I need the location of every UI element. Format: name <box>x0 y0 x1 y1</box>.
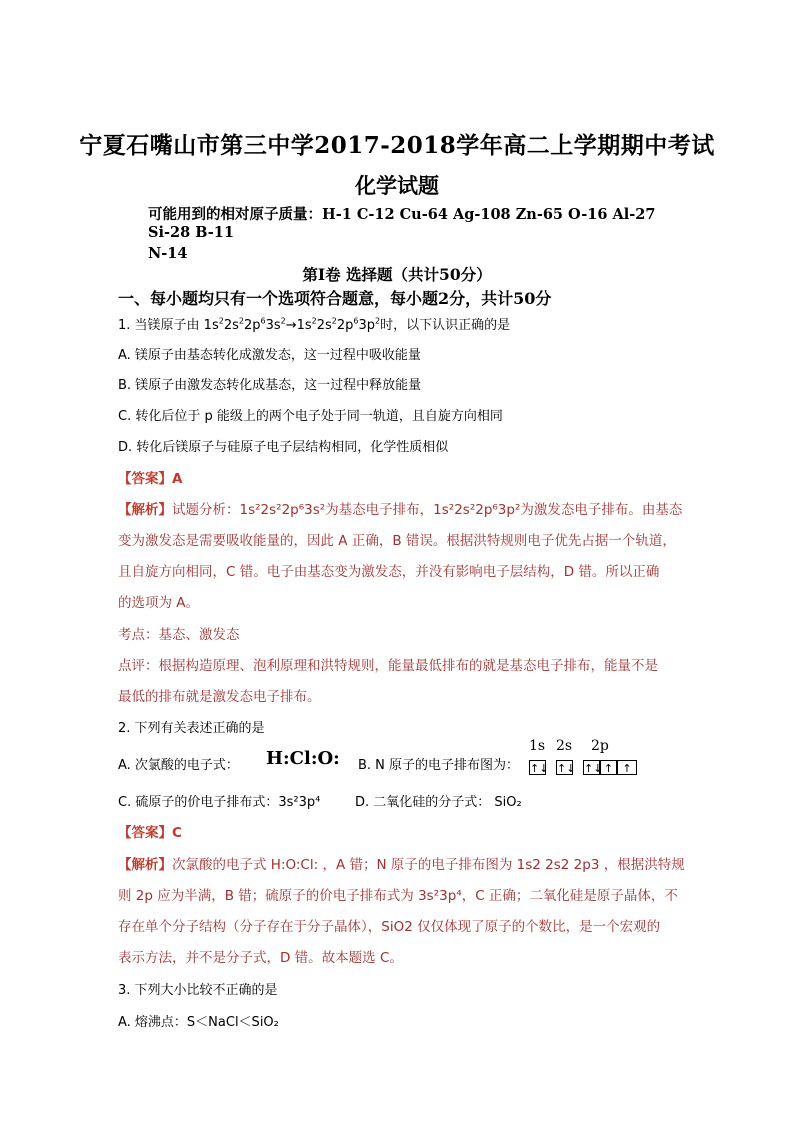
section-title: 第Ⅰ卷 选择题（共计50分） <box>302 265 492 284</box>
atomic-mass-line-1: 可能用到的相对原子质量：H-1 C-12 Cu-64 Ag-108 Zn-65 O-16 Al-27 <box>148 206 656 223</box>
part-one-heading: 一、每小题均只有一个选项符合题意，每小题2分，共计50分 <box>118 289 552 308</box>
orbital-box-2p-z: ↑ <box>617 760 637 775</box>
q2-answer: 【答案】C <box>118 825 182 841</box>
q2-option-c: C. 硫原子的价电子排布式：3s²3p⁴ <box>118 795 321 810</box>
q1-option-a: A. 镁原子由基态转化成激发态，这一过程中吸收能量 <box>118 348 421 363</box>
q1-analysis-line-1: 【解析】试题分析：1s²2s²2p⁶3s²为基态电子排布，1s²2s²2p⁶3p²为激发态电子排布。由基态 <box>118 502 683 518</box>
orbital-box-1s: ↑↓ <box>530 762 549 775</box>
orbital-box-2s: ↑↓ <box>557 762 576 775</box>
q1-analysis-line-4: 的选项为 A。 <box>118 595 200 611</box>
q2-analysis-line-3: 存在单个分子结构（分子存在于分子晶体），SiO2 仅仅体现了原子的个数比，是一个宏观的 <box>118 919 661 935</box>
q1-kaodian: 考点：基态、激发态 <box>118 627 240 643</box>
atomic-mass-line-3: N-14 <box>148 245 188 262</box>
q3-stem: 3. 下列大小比较不正确的是 <box>118 983 278 998</box>
orbital-label-2p: 2p <box>591 738 609 754</box>
q1-dianping-line-1: 点评：根据构造原理、泡利原理和洪特规则，能量最低排布的就是基态电子排布，能量不是 <box>118 658 658 674</box>
orbital-label-1s: 1s <box>529 738 546 754</box>
q1-option-b: B. 镁原子由激发态转化成基态，这一过程中释放能量 <box>118 378 422 393</box>
q1-analysis-line-3: 且自旋方向相同，C 错。电子由基态变为激发态，并没有影响电子层结构，D 错。所以正确 <box>118 564 660 580</box>
hypochlorous-lewis-structure: H:Cl:O: <box>266 748 340 769</box>
orbital-box-2p-y: ↑ <box>600 760 617 775</box>
orbital-box-2p-x: ↑↓ <box>584 762 603 775</box>
orbital-label-2s: 2s <box>556 738 573 754</box>
q2-analysis-line-4: 表示方法，并不是分子式，D 错。故本题选 C。 <box>118 950 403 966</box>
page-subtitle: 化学试题 <box>355 173 439 198</box>
q1-stem: 1. 当镁原子由 $1s^22s^22p^63s^2\to 1s^22s^22p^63p^2$时，以下认识正确的是 <box>118 316 511 333</box>
page-title: 宁夏石嘴山市第三中学2017-2018学年高二上学期期中考试 <box>79 132 715 159</box>
q1-option-d: D. 转化后镁原子与硅原子电子层结构相同，化学性质相似 <box>118 440 449 455</box>
q1-analysis-line-2: 变为激发态是需要吸收能量的，因此 A 正确，B 错误。根据洪特规则电子优先占据一个轨道， <box>118 533 676 549</box>
q2-stem: 2. 下列有关表述正确的是 <box>118 721 265 736</box>
q2-option-d: D. 二氧化硅的分子式： SiO₂ <box>355 795 522 810</box>
q2-analysis-line-1: 【解析】次氯酸的电子式 H:O:Cl: ，A 错；N 原子的电子排布图为 1s2 2s2 2p3 ，根据洪特规 <box>118 857 685 873</box>
q3-option-a: A. 熔沸点：S＜NaCl＜SiO₂ <box>118 1015 279 1030</box>
q1-dianping-line-2: 最低的排布就是激发态电子排布。 <box>118 689 321 705</box>
q2-analysis-line-2: 则 2p 应为半满，B 错；硫原子的价电子排布式为 3s²3p⁴，C 正确；二氧化硅是原子晶体，不 <box>118 888 678 904</box>
q1-answer: 【答案】A <box>118 471 183 487</box>
q2-option-a: A. 次氯酸的电子式： <box>118 758 239 773</box>
atomic-mass-line-2: Si-28 B-11 <box>148 224 234 241</box>
q1-option-c: C. 转化后位于 p 能级上的两个电子处于同一轨道，且自旋方向相同 <box>118 409 503 424</box>
q2-option-b: B. N 原子的电子排布图为： <box>358 758 520 773</box>
